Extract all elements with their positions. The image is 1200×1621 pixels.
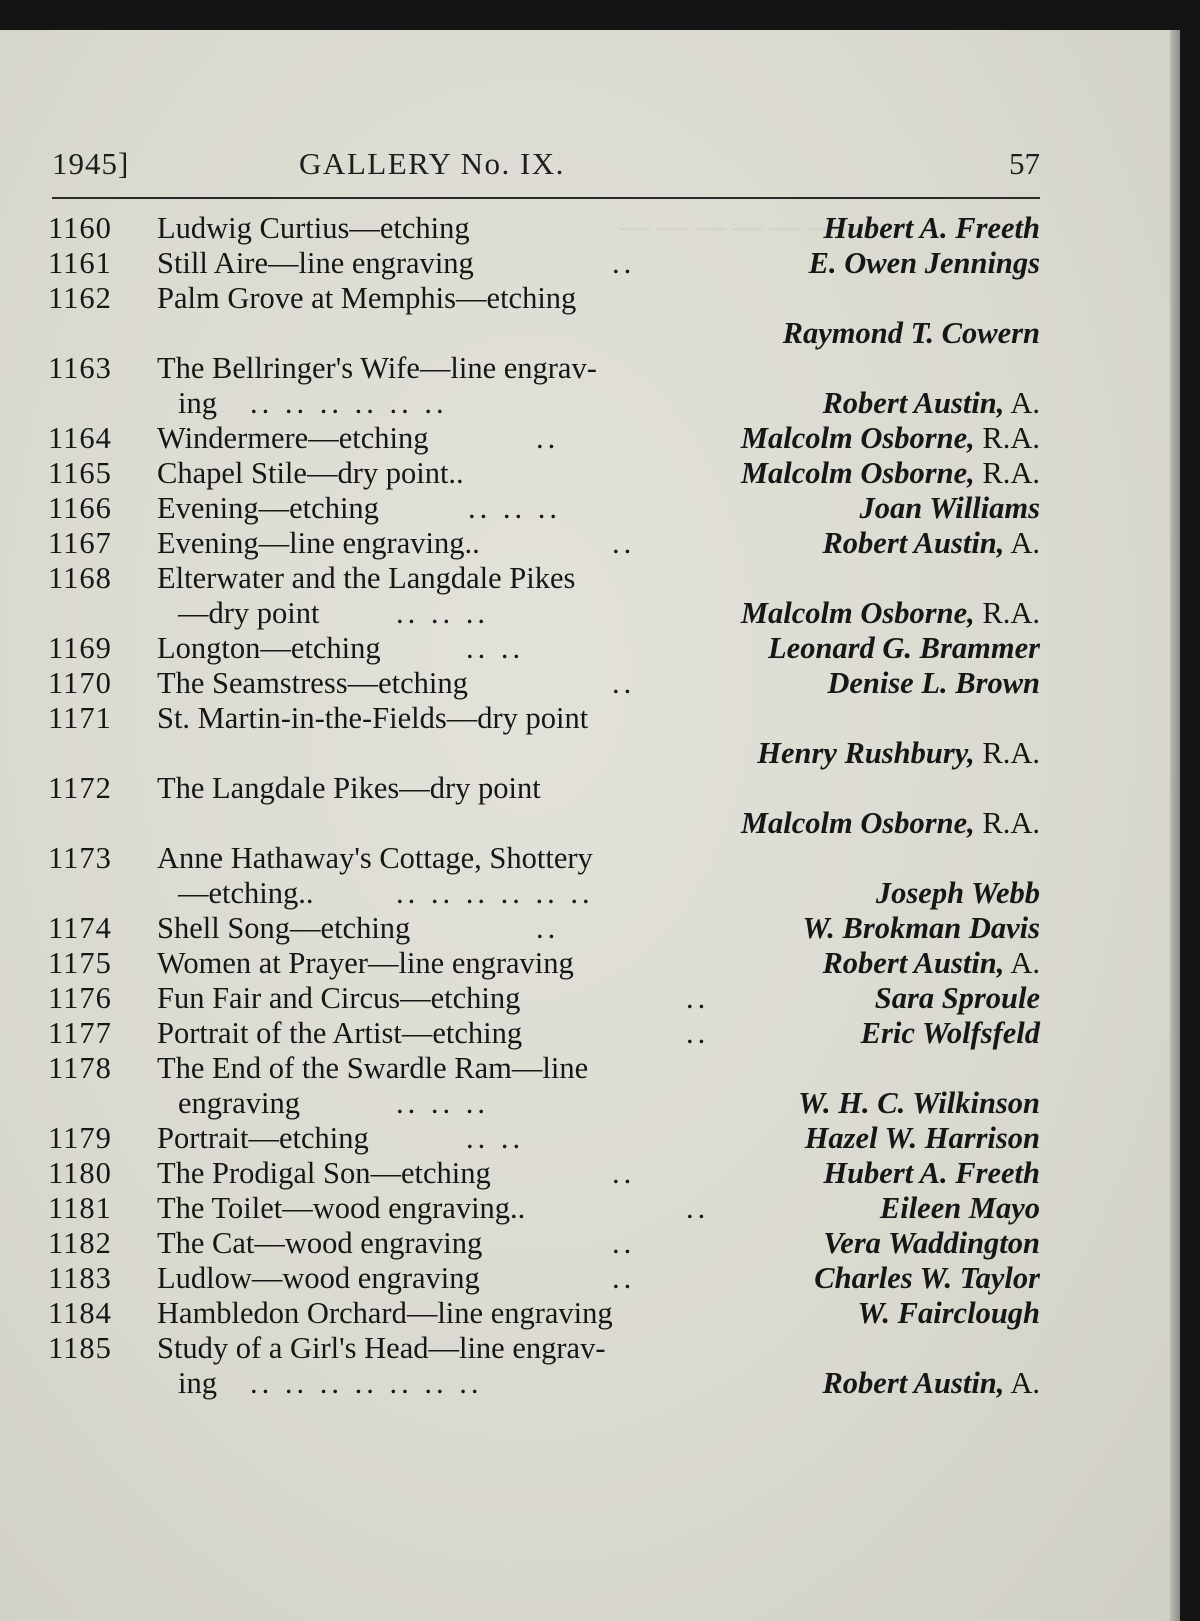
entry-artist — [822, 1365, 1040, 1401]
entry-artist — [809, 245, 1040, 281]
entry-title: Portrait of the Artist—etching — [157, 1016, 523, 1050]
entry-number: 1183 — [48, 1261, 112, 1295]
entry-artist — [861, 1015, 1040, 1051]
leader-dots: .. .. .. .. .. .. .. — [250, 1366, 483, 1400]
entry-title-continued: ing — [178, 386, 217, 420]
entry-artist — [858, 1295, 1040, 1331]
artist-name: Robert Austin, — [822, 1366, 1005, 1400]
entry-number: 1180 — [48, 1156, 112, 1190]
artist-name: Malcolm Osborne, — [740, 596, 975, 630]
page-title: GALLERY No. IX. — [299, 146, 565, 181]
artist-honor: A. — [1004, 526, 1040, 560]
entry-title: Chapel Stile—dry point.. — [157, 456, 464, 490]
entry-title: Ludwig Curtius—etching — [157, 211, 470, 245]
leader-dots: .. — [686, 1016, 710, 1050]
leader-dots: .. .. .. — [396, 596, 489, 630]
entry-number: 1160 — [48, 211, 112, 245]
artist-name: Joan Williams — [859, 491, 1040, 525]
entry-title: Longton—etching — [157, 631, 381, 665]
leader-dots: .. — [612, 666, 636, 700]
entry-artist — [757, 735, 1040, 771]
entry-number: 1185 — [48, 1331, 112, 1365]
entry-number: 1173 — [48, 841, 112, 875]
entry-number: 1179 — [48, 1121, 112, 1155]
entry-title: The Seamstress—etching — [157, 666, 468, 700]
entry-artist — [741, 595, 1040, 631]
entry-artist — [814, 1260, 1040, 1296]
entry-number: 1176 — [48, 981, 112, 1015]
entry-artist — [822, 385, 1040, 421]
entry-artist — [802, 910, 1040, 946]
entry-artist — [880, 1190, 1040, 1226]
artist-honor: R.A. — [974, 596, 1040, 630]
entry-artist — [741, 455, 1040, 491]
entry-title: Anne Hathaway's Cottage, Shottery — [157, 841, 593, 875]
artist-name: Hubert A. Freeth — [823, 211, 1040, 245]
entry-title: The End of the Swardle Ram—line — [157, 1051, 589, 1085]
entry-title: Still Aire—line engraving — [157, 246, 474, 280]
leader-dots: .. — [686, 981, 710, 1015]
entry-number: 1167 — [48, 526, 112, 560]
entry-artist — [827, 665, 1040, 701]
entry-artist — [768, 630, 1040, 666]
entry-title: Windermere—etching — [157, 421, 429, 455]
artist-honor: A. — [1004, 386, 1040, 420]
entry-artist — [741, 805, 1040, 841]
leader-dots: .. — [612, 1156, 636, 1190]
artist-name: Robert Austin, — [822, 526, 1005, 560]
leader-dots: .. .. — [466, 1121, 525, 1155]
artist-name: Hubert A. Freeth — [823, 1156, 1040, 1190]
artist-honor: A. — [1004, 1366, 1040, 1400]
artist-name: Joseph Webb — [875, 876, 1040, 910]
artist-name: W. Fairclough — [857, 1296, 1040, 1330]
artist-honor: R.A. — [974, 456, 1040, 490]
entry-title: Elterwater and the Langdale Pikes — [157, 561, 576, 595]
artist-honor: R.A. — [974, 806, 1040, 840]
leader-dots: .. .. .. .. .. .. — [250, 386, 448, 420]
artist-name: Eric Wolfsfeld — [860, 1016, 1040, 1050]
artist-honor: A. — [1004, 946, 1040, 980]
entry-artist — [823, 210, 1040, 246]
artist-name: Eileen Mayo — [879, 1191, 1040, 1225]
leader-dots: .. .. .. — [468, 491, 561, 525]
artist-name: Denise L. Brown — [827, 666, 1040, 700]
entry-artist — [805, 1120, 1040, 1156]
entry-number: 1162 — [48, 281, 112, 315]
artist-name: Malcolm Osborne, — [740, 806, 975, 840]
artist-name: Malcolm Osborne, — [740, 456, 975, 490]
entry-number: 1181 — [48, 1191, 112, 1225]
entry-number: 1174 — [48, 911, 112, 945]
entry-title: Evening—line engraving.. — [157, 526, 480, 560]
leader-dots: .. — [612, 246, 636, 280]
artist-name: Leonard G. Brammer — [768, 631, 1040, 665]
entry-title: Women at Prayer—line engraving — [157, 946, 574, 980]
artist-honor: R.A. — [974, 736, 1040, 770]
entry-artist — [741, 420, 1040, 456]
header-rule — [52, 197, 1040, 199]
entry-title-continued: —dry point — [178, 596, 320, 630]
artist-name: Vera Waddington — [823, 1226, 1040, 1260]
entry-title-continued: ing — [178, 1366, 217, 1400]
page-number: 57 — [1009, 146, 1040, 181]
entry-title: Hambledon Orchard—line engraving — [157, 1296, 613, 1330]
entry-artist — [823, 1155, 1040, 1191]
entry-number: 1161 — [48, 246, 112, 280]
leader-dots: .. — [686, 1191, 710, 1225]
page-edge — [1170, 30, 1180, 1621]
artist-name: Robert Austin, — [822, 946, 1005, 980]
entry-number: 1171 — [48, 701, 112, 735]
entry-artist — [822, 525, 1040, 561]
entry-number: 1164 — [48, 421, 112, 455]
artist-honor: R.A. — [974, 421, 1040, 455]
entry-number: 1165 — [48, 456, 112, 490]
artist-name: Charles W. Taylor — [814, 1261, 1040, 1295]
artist-name: Raymond T. Cowern — [782, 316, 1040, 350]
artist-name: Sara Sproule — [874, 981, 1040, 1015]
leader-dots: .. — [612, 1226, 636, 1260]
bleed-through-text: — — — — — — — — [620, 210, 875, 243]
entry-number: 1163 — [48, 351, 112, 385]
leader-dots: .. .. .. — [396, 1086, 489, 1120]
entry-number: 1178 — [48, 1051, 112, 1085]
entry-title: Study of a Girl's Head—line engrav- — [157, 1331, 606, 1365]
entry-title-continued: engraving — [178, 1086, 300, 1120]
entry-number: 1172 — [48, 771, 112, 805]
artist-name: E. Owen Jennings — [808, 246, 1040, 280]
entry-number: 1169 — [48, 631, 112, 665]
artist-name: Malcolm Osborne, — [740, 421, 975, 455]
entry-artist — [783, 315, 1040, 351]
entry-artist — [859, 490, 1040, 526]
entry-title: Ludlow—wood engraving — [157, 1261, 480, 1295]
entry-title: Portrait—etching — [157, 1121, 369, 1155]
entry-artist — [798, 1085, 1040, 1121]
entry-number: 1170 — [48, 666, 112, 700]
entry-title: The Toilet—wood engraving.. — [157, 1191, 526, 1225]
entry-title: The Cat—wood engraving — [157, 1226, 483, 1260]
leader-dots: .. — [536, 421, 560, 455]
entry-title: Evening—etching — [157, 491, 379, 525]
entry-number: 1175 — [48, 946, 112, 980]
leader-dots: .. .. .. .. .. .. — [396, 876, 594, 910]
artist-name: W. H. C. Wilkinson — [798, 1086, 1040, 1120]
entry-title: St. Martin-in-the-Fields—dry point — [157, 701, 589, 735]
entry-number: 1177 — [48, 1016, 112, 1050]
leader-dots: .. .. — [466, 631, 525, 665]
entry-number: 1166 — [48, 491, 112, 525]
leader-dots: .. — [536, 911, 560, 945]
entry-artist — [875, 980, 1040, 1016]
entry-number: 1168 — [48, 561, 112, 595]
artist-name: W. Brokman Davis — [802, 911, 1040, 945]
artist-name: Henry Rushbury, — [757, 736, 975, 770]
page-header — [52, 146, 1040, 190]
leader-dots: .. — [612, 526, 636, 560]
entry-title: Palm Grove at Memphis—etching — [157, 281, 577, 315]
entry-artist — [876, 875, 1040, 911]
entry-title: Shell Song—etching — [157, 911, 411, 945]
entry-artist — [823, 1225, 1040, 1261]
entry-artist — [822, 945, 1040, 981]
artist-name: Robert Austin, — [822, 386, 1005, 420]
entry-title: The Bellringer's Wife—line engrav- — [157, 351, 597, 385]
leader-dots: .. — [612, 1261, 636, 1295]
header-year: 1945] — [52, 146, 130, 181]
artist-name: Hazel W. Harrison — [804, 1121, 1040, 1155]
entry-title-continued: —etching.. — [178, 876, 314, 910]
entry-title: Fun Fair and Circus—etching — [157, 981, 521, 1015]
entry-title: The Langdale Pikes—dry point — [157, 771, 541, 805]
entry-number: 1182 — [48, 1226, 112, 1260]
entry-title: The Prodigal Son—etching — [157, 1156, 491, 1190]
entry-number: 1184 — [48, 1296, 112, 1330]
